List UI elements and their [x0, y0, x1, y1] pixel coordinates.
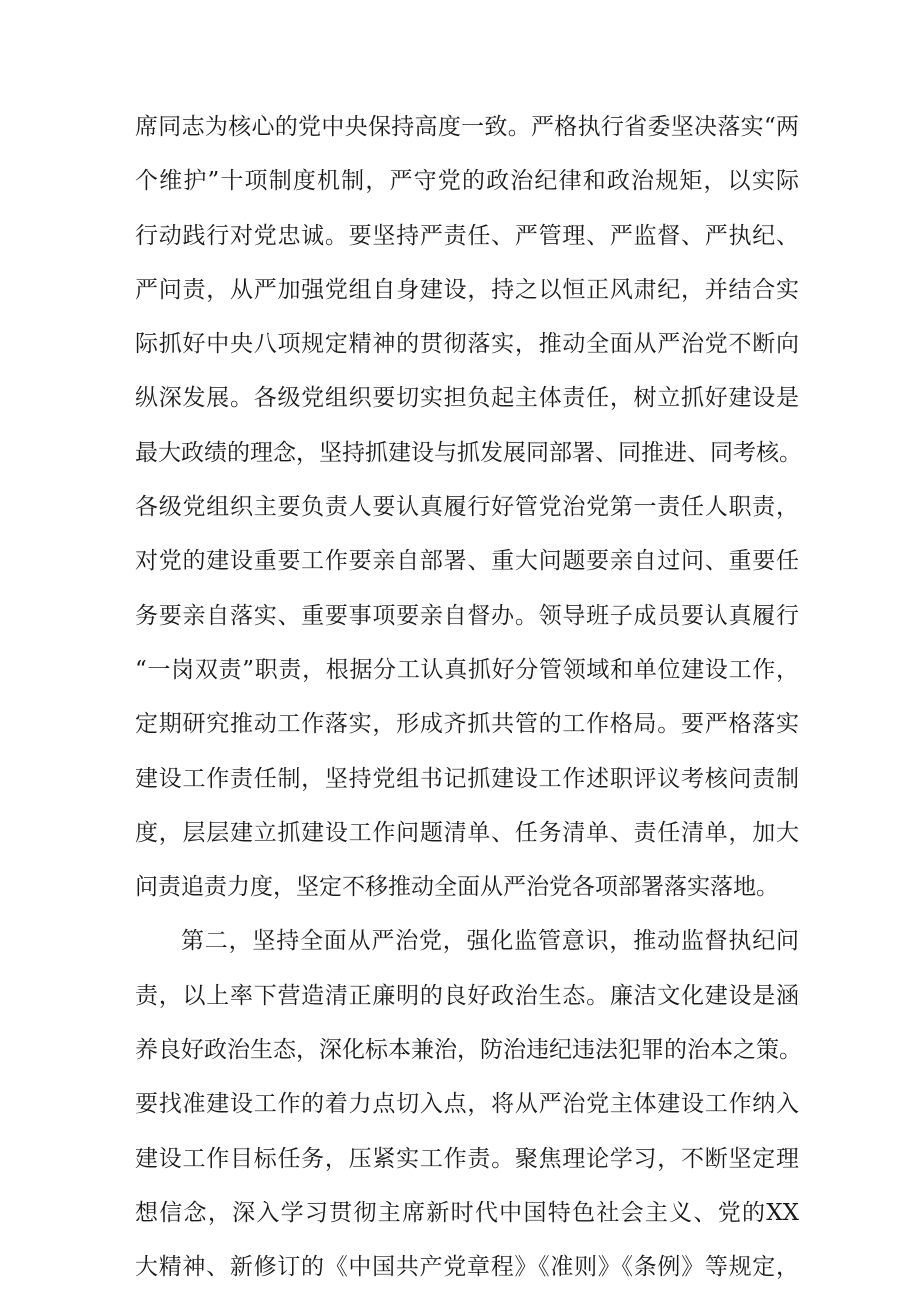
text-line: 想信念，深入学习贯彻主席新时代中国特色社会主义、党的XX	[135, 1199, 799, 1226]
text-line: 行动践行对党忠诚。要坚持严责任、严管理、严监督、严执纪、	[135, 222, 799, 249]
text-line: 大精神、新修订的《中国共产党章程》《准则》《条例》等规定，	[135, 1254, 799, 1281]
text-line: 要找准建设工作的着力点切入点，将从严治党主体建设工作纳入	[135, 1091, 799, 1118]
text-line: 席同志为核心的党中央保持高度一致。严格执行省委坚决落实“两	[135, 114, 799, 140]
text-line: 责，以上率下营造清正廉明的良好政治生态。廉洁文化建设是涵	[135, 982, 799, 1009]
text-line: 对党的建设重要工作要亲自部署、重大问题要亲自过问、重要任	[135, 548, 799, 575]
text-line: 严问责，从严加强党组自身建设，持之以恒正风肃纪，并结合实	[135, 276, 799, 303]
text-line: 建设工作责任制，坚持党组书记抓建设工作述职评议考核问责制	[135, 765, 799, 792]
text-line: 建设工作目标任务，压紧实工作责。聚焦理论学习，不断坚定理	[135, 1145, 799, 1172]
text-line: 最大政绩的理念，坚持抓建设与抓发展同部署、同推进、同考核。	[135, 439, 802, 466]
text-line: 各级党组织主要负责人要认真履行好管党治党第一责任人职责，	[135, 494, 799, 521]
text-line: 养良好政治生态，深化标本兼治，防治违纪违法犯罪的治本之策。	[135, 1037, 802, 1064]
paragraph-2	[135, 914, 802, 1294]
text-line: 问责追责力度，坚定不移推动全面从严治党各项部署落实落地。	[135, 874, 779, 901]
text-line: 际抓好中央八项规定精神的贯彻落实，推动全面从严治党不断向	[135, 331, 799, 358]
text-line: 个维护”十项制度机制，严守党的政治纪律和政治规矩，以实际	[135, 168, 799, 195]
document-body	[135, 100, 802, 1295]
paragraph-1	[135, 100, 802, 914]
text-line: 纵深发展。各级党组织要切实担负起主体责任，树立抓好建设是	[135, 385, 799, 412]
text-line: 第二，坚持全面从严治党，强化监管意识，推动监督执纪问	[181, 928, 799, 955]
text-line: 度，层层建立抓建设工作问题清单、任务清单、责任清单，加大	[135, 819, 799, 846]
text-line: 定期研究推动工作落实，形成齐抓共管的工作格局。要严格落实	[135, 711, 799, 738]
text-line: 务要亲自落实、重要事项要亲自督办。领导班子成员要认真履行	[135, 602, 799, 629]
text-line: “一岗双责”职责，根据分工认真抓好分管领域和单位建设工作，	[135, 656, 799, 683]
